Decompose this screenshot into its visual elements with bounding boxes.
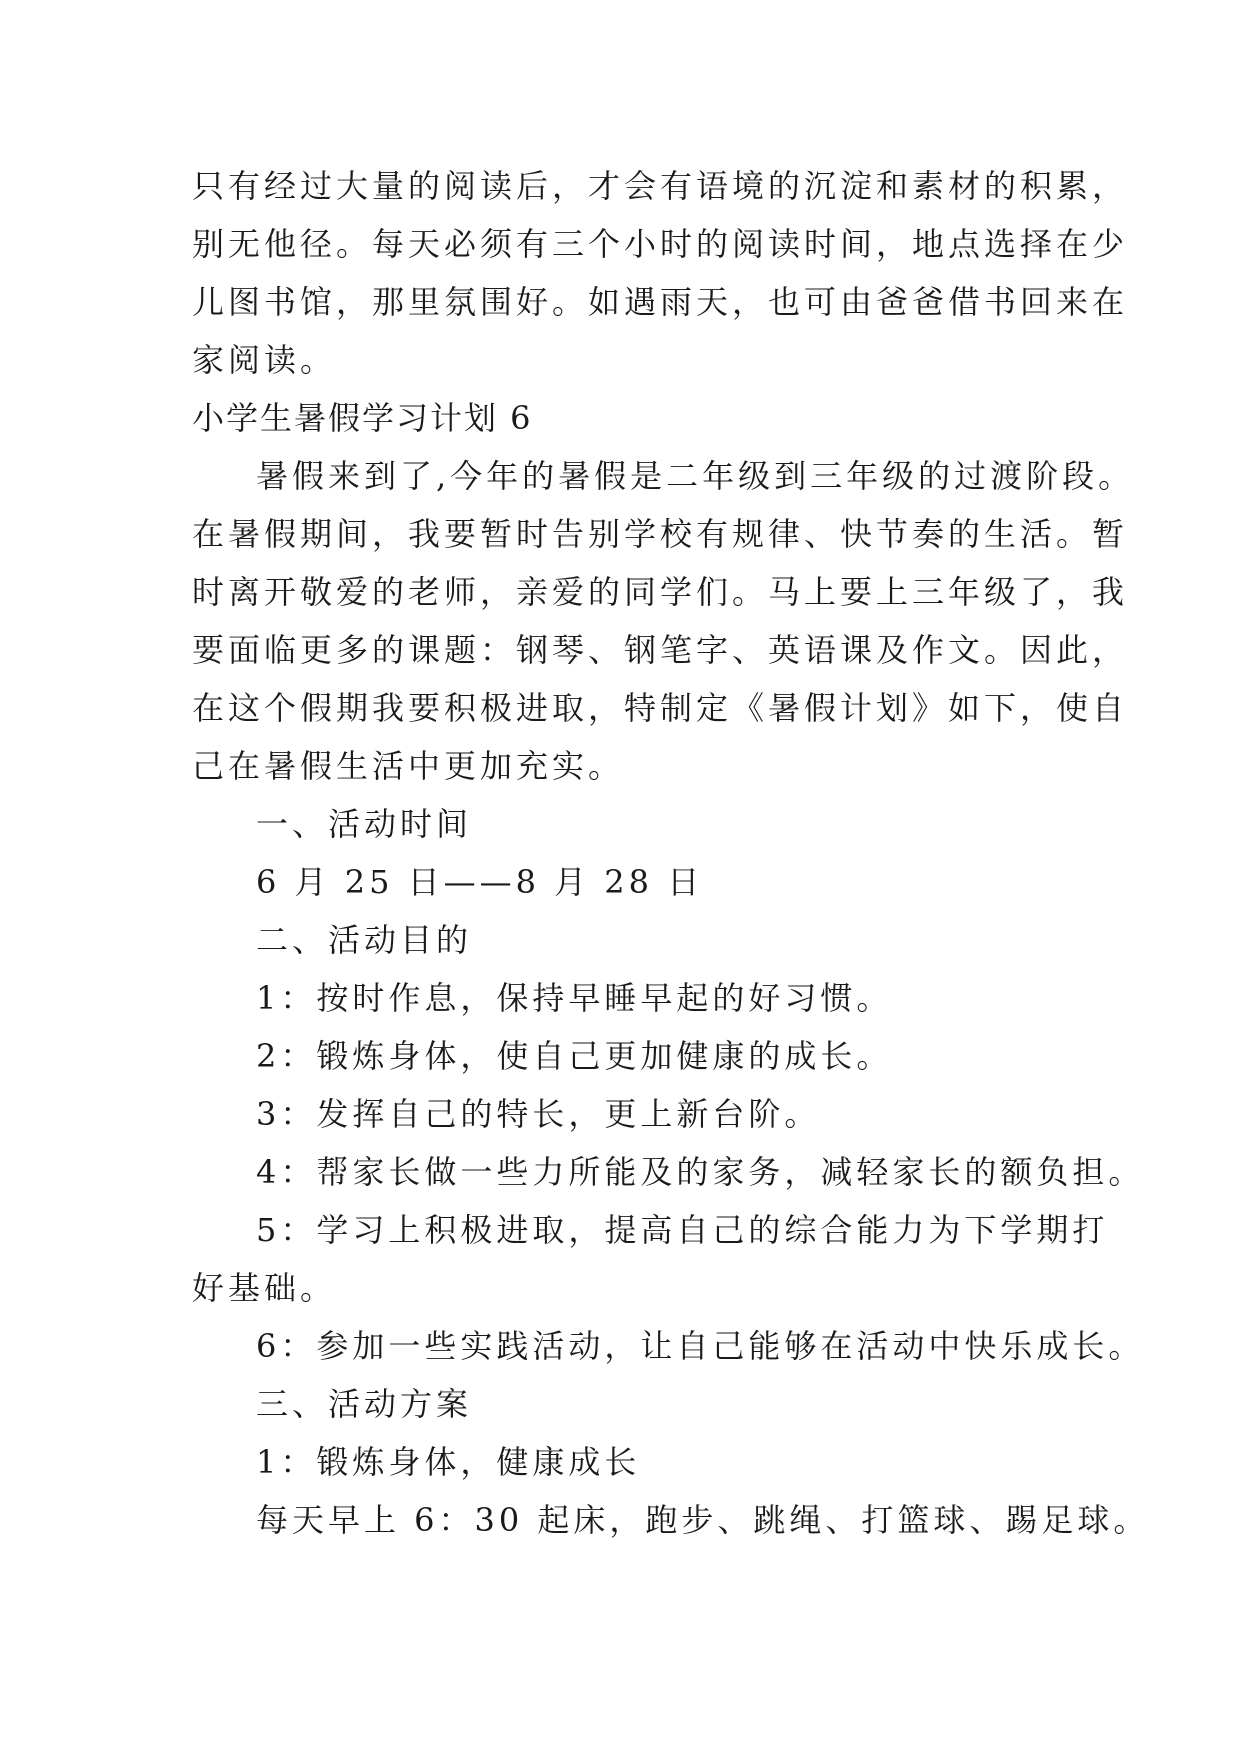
list-item-continuation: 好基础。 [192,1269,337,1307]
section-heading: 二、活动目的 [256,921,473,959]
date-range: 6 月 25 日——8 月 28 日 [256,863,704,901]
list-item: 1：按时作息，保持早睡早起的好习惯。 [256,979,893,1017]
list-item: 1：锻炼身体，健康成长 [256,1443,641,1481]
paragraph-line: 儿图书馆，那里氛围好。如遇雨天，也可由爸爸借书回来在 [192,283,1129,321]
section-title: 小学生暑假学习计划 6 [192,399,533,437]
paragraph-line: 时离开敬爱的老师，亲爱的同学们。马上要上三年级了，我 [192,573,1129,611]
paragraph-line: 要面临更多的课题：钢琴、钢笔字、英语课及作文。因此， [192,631,1129,669]
paragraph-line: 在这个假期我要积极进取，特制定《暑假计划》如下，使自 [192,689,1129,727]
list-item: 3：发挥自己的特长，更上新台阶。 [256,1095,821,1133]
section-heading: 一、活动时间 [256,805,473,843]
paragraph-line: 家阅读。 [192,341,337,379]
paragraph-line: 每天早上 6：30 起床，跑步、跳绳、打篮球、踢足球。 [256,1501,1150,1539]
paragraph-line: 在暑假期间，我要暂时告别学校有规律、快节奏的生活。暂 [192,515,1129,553]
list-item: 4：帮家长做一些力所能及的家务，减轻家长的额负担。 [256,1153,1145,1191]
paragraph-line: 别无他径。每天必须有三个小时的阅读时间，地点选择在少 [192,225,1129,263]
paragraph-line: 只有经过大量的阅读后，才会有语境的沉淀和素材的积累， [192,167,1129,205]
list-item: 2：锻炼身体，使自己更加健康的成长。 [256,1037,893,1075]
list-item: 5：学习上积极进取，提高自己的综合能力为下学期打 [256,1211,1109,1249]
section-heading: 三、活动方案 [256,1385,473,1423]
paragraph-line: 暑假来到了,今年的暑假是二年级到三年级的过渡阶段。 [256,457,1135,495]
list-item: 6：参加一些实践活动，让自己能够在活动中快乐成长。 [256,1327,1145,1365]
paragraph-line: 己在暑假生活中更加充实。 [192,747,625,785]
